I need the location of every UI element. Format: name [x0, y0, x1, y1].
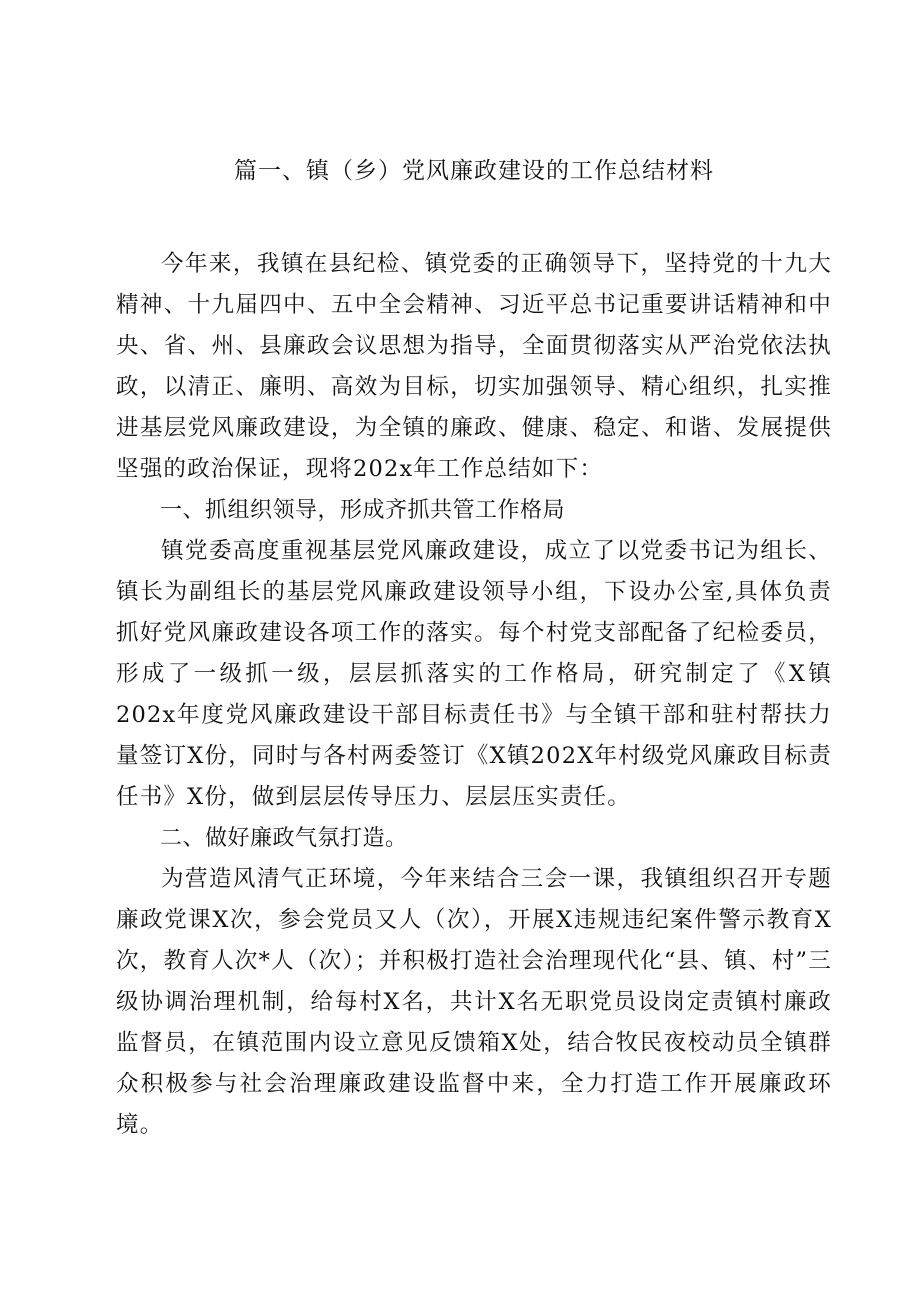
section-body-2: 为营造风清气正环境，今年来结合三会一课，我镇组织召开专题廉政党课X次，参会党员又人（次），开展X违规违纪案件警示教育X次，教育人次*人（次）；并积极打造社会治理现代化“县、镇、村”三级协调治理机制，给每村X名，共计X名无职党员设岗定责镇村廉政监督员，在镇范围内设立意见反馈箱X处，结合牧民夜校动员全镇群众积极参与社会治理廉政建设监督中来，全力打造工作开展廉政环境。	[116, 866, 832, 1138]
intro-paragraph: 今年来，我镇在县纪检、镇党委的正确领导下，坚持党的十九大精神、十九届四中、五中全会精神、习近平总书记重要讲话精神和中央、省、州、县廉政会议思想为指导，全面贯彻落实从严治党依法执政，以清正、廉明、高效为目标，切实加强领导、精心组织，扎实推进基层党风廉政建设，为全镇的廉政、健康、稳定、和谐、发展提供坚强的政治保证，现将202x年工作总结如下：	[116, 251, 832, 482]
section-heading-2: 二、做好廉政气氛打造。	[160, 826, 408, 851]
section-body-1: 镇党委高度重视基层党风廉政建设，成立了以党委书记为组长、镇长为副组长的基层党风廉政建设领导小组，下设办公室,具体负责抓好党风廉政建设各项工作的落实。每个村党支部配备了纪检委员，形成了一级抓一级，层层抓落实的工作格局，研究制定了《X镇202x年度党风廉政建设干部目标责任书》与全镇干部和驻村帮扶力量签订X份，同时与各村两委签订《X镇202X年村级党风廉政目标责任书》X份，做到层层传导压力、层层压实责任。	[116, 538, 832, 810]
document-title: 篇一、镇（乡）党风廉政建设的工作总结材料	[234, 158, 714, 184]
section-heading-1: 一、抓组织领导，形成齐抓共管工作格局	[160, 498, 566, 523]
